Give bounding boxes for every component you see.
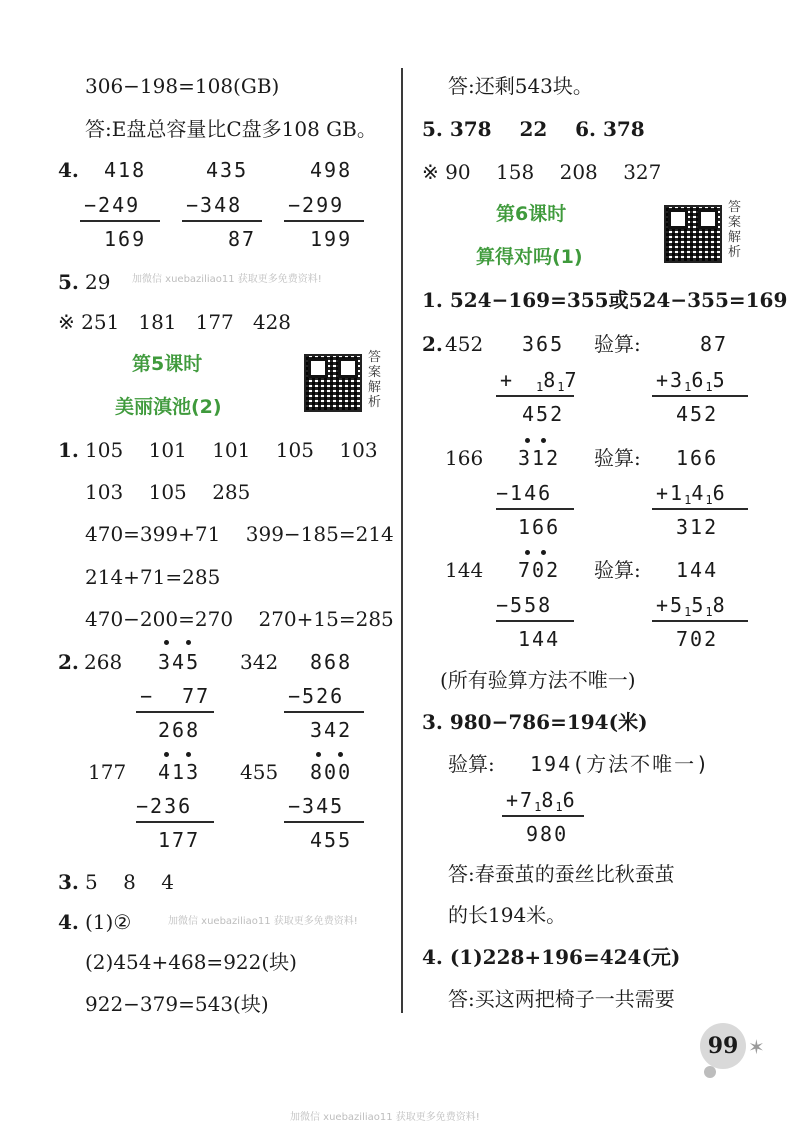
check-label: 验算: xyxy=(594,558,641,582)
calc-rule xyxy=(284,821,364,823)
check-result: 702 xyxy=(676,627,719,651)
borrow-dot xyxy=(164,752,169,757)
borrow-dot xyxy=(525,438,530,443)
decorative-dot xyxy=(704,1066,716,1078)
calc-result: 177 xyxy=(158,828,201,852)
calc-subtrahend: −299 xyxy=(288,193,345,217)
calc-result: 199 xyxy=(310,227,353,251)
answer-value: 452 xyxy=(445,332,484,356)
check-top: 144 xyxy=(676,558,719,582)
calc-top: 702 xyxy=(518,558,561,582)
borrow-dot xyxy=(338,752,343,757)
note-line: (所有验算方法不唯一) xyxy=(440,668,636,692)
bonus-line: ※ 90 158 208 327 xyxy=(422,160,662,184)
calc-subtrahend: − 77 xyxy=(140,684,211,708)
question-number: 4. xyxy=(58,910,79,934)
calc-top: 498 xyxy=(310,158,353,182)
calc-top: 868 xyxy=(310,650,353,674)
column-divider xyxy=(401,68,403,1013)
calc-subtrahend: −146 xyxy=(496,481,553,505)
check-addend: $+1_14_16$ xyxy=(656,481,727,507)
answer-line: 105 101 101 105 103 xyxy=(85,438,378,462)
check-result: 312 xyxy=(676,515,719,539)
qr-label: 答案解析 xyxy=(728,200,742,260)
answer-line: 1. 524−169=355或524−355=169 xyxy=(422,288,788,312)
qr-code-icon[interactable] xyxy=(664,205,722,263)
calc-rule xyxy=(136,711,214,713)
qr-label: 答案解析 xyxy=(368,350,382,410)
check-addend: $+3_16_15$ xyxy=(656,368,727,394)
qr-code-icon[interactable] xyxy=(304,354,362,412)
page-number: 99 xyxy=(700,1023,746,1069)
question-number: 2. xyxy=(58,650,79,674)
question-number: 5. xyxy=(58,270,79,294)
answer-value: 177 xyxy=(88,760,127,784)
answer-line: 5. 378 22 6. 378 xyxy=(422,117,645,141)
borrow-dot xyxy=(164,640,169,645)
answer-line: 103 105 285 xyxy=(85,480,251,504)
calc-rule xyxy=(182,220,262,222)
calc-subtrahend: −526 xyxy=(288,684,345,708)
calc-rule xyxy=(284,711,364,713)
question-number: 1. xyxy=(58,438,79,462)
check-result: 452 xyxy=(676,402,719,426)
answer-line: 214+71=285 xyxy=(85,565,221,589)
calc-subtrahend: −249 xyxy=(84,193,141,217)
borrow-dot xyxy=(541,550,546,555)
calc-rule xyxy=(136,821,214,823)
check-top: 87 xyxy=(700,332,729,356)
calc-rule xyxy=(80,220,160,222)
lesson-subtitle: 算得对吗(1) xyxy=(476,246,583,268)
answer-line: (2)454+468=922(块) xyxy=(85,950,297,974)
answer-line: 答:买这两把椅子一共需要 xyxy=(448,987,675,1011)
calc-top: 435 xyxy=(206,158,249,182)
lesson-title: 第6课时 xyxy=(496,203,567,225)
answer-value: 342 xyxy=(240,650,279,674)
calc-top: 800 xyxy=(310,760,353,784)
borrow-dot xyxy=(186,752,191,757)
calc-top: 312 xyxy=(518,446,561,470)
calc-rule xyxy=(652,620,748,622)
calc-rule xyxy=(496,620,574,622)
calc-rule xyxy=(652,395,748,397)
lesson-subtitle: 美丽滇池(2) xyxy=(115,396,222,418)
text-line: 306−198=108(GB) xyxy=(85,74,280,98)
calc-result: 268 xyxy=(158,718,201,742)
question-number: 4. xyxy=(58,158,79,182)
answer-line: 答:春蚕茧的蚕丝比秋蚕茧 xyxy=(448,862,675,886)
calc-rule xyxy=(652,508,748,510)
answer-line: 答:还剩543块。 xyxy=(448,74,593,98)
calc-rule xyxy=(496,395,574,397)
answer-line: 答:E盘总容量比C盘多108 GB。 xyxy=(85,117,377,141)
calc-result: 342 xyxy=(310,718,353,742)
check-top: 166 xyxy=(676,446,719,470)
borrow-dot xyxy=(525,550,530,555)
answer-value: 268 xyxy=(84,650,123,674)
check-label: 验算: xyxy=(594,332,641,356)
answer-line: 3. 980−786=194(米) xyxy=(422,710,648,734)
calc-operator: + xyxy=(500,368,515,392)
check-label: 验算: xyxy=(448,752,495,776)
answer-line: 470=399+71 399−185=214 xyxy=(85,522,394,546)
calc-subtrahend: −345 xyxy=(288,794,345,818)
borrow-dot xyxy=(316,752,321,757)
calc-result: 452 xyxy=(522,402,565,426)
answer-line: 5 8 4 xyxy=(85,870,175,894)
answer-line: 922−379=543(块) xyxy=(85,992,269,1016)
calc-subtrahend: −348 xyxy=(186,193,243,217)
borrow-dot xyxy=(541,438,546,443)
answer-line: 4. (1)228+196=424(元) xyxy=(422,945,681,969)
check-addend: $+5_15_18$ xyxy=(656,593,727,619)
answer-line: 470−200=270 270+15=285 xyxy=(85,607,394,631)
check-label: 验算: xyxy=(594,446,641,470)
calc-subtrahend: −558 xyxy=(496,593,553,617)
calc-result: 166 xyxy=(518,515,561,539)
star-icon: ✶ xyxy=(748,1035,765,1059)
watermark: 加微信 xuebaziliao11 获取更多免费资料! xyxy=(290,1112,480,1123)
answer-line: 的长194米。 xyxy=(448,903,567,927)
calc-top: 413 xyxy=(158,760,201,784)
check-result: 980 xyxy=(526,822,569,846)
calc-result: 169 xyxy=(104,227,147,251)
calc-result: 455 xyxy=(310,828,353,852)
calc-rule xyxy=(496,508,574,510)
bonus-line: ※ 251 181 177 428 xyxy=(58,310,292,334)
calc-addend: $_18_17$ xyxy=(536,368,579,394)
answer-value: 144 xyxy=(445,558,484,582)
calc-rule xyxy=(502,815,584,817)
answer-value: 166 xyxy=(445,446,484,470)
calc-top: 418 xyxy=(104,158,147,182)
calc-result: 87 xyxy=(228,227,257,251)
lesson-title: 第5课时 xyxy=(132,353,203,375)
calc-result: 144 xyxy=(518,627,561,651)
check-top: 194(方法不唯一) xyxy=(530,752,711,776)
borrow-dot xyxy=(186,640,191,645)
calc-rule xyxy=(284,220,364,222)
check-addend: $+7_18_16$ xyxy=(506,788,577,814)
question-number: 2. xyxy=(422,332,443,356)
calc-top: 365 xyxy=(522,332,565,356)
answer-value: 455 xyxy=(240,760,279,784)
answer-line: (1)② xyxy=(85,910,132,934)
answer-value: 29 xyxy=(85,270,111,294)
watermark: 加微信 xuebaziliao11 获取更多免费资料! xyxy=(168,916,358,927)
question-number: 3. xyxy=(58,870,79,894)
calc-subtrahend: −236 xyxy=(136,794,193,818)
watermark: 加微信 xuebaziliao11 获取更多免费资料! xyxy=(132,274,322,285)
calc-top: 345 xyxy=(158,650,201,674)
